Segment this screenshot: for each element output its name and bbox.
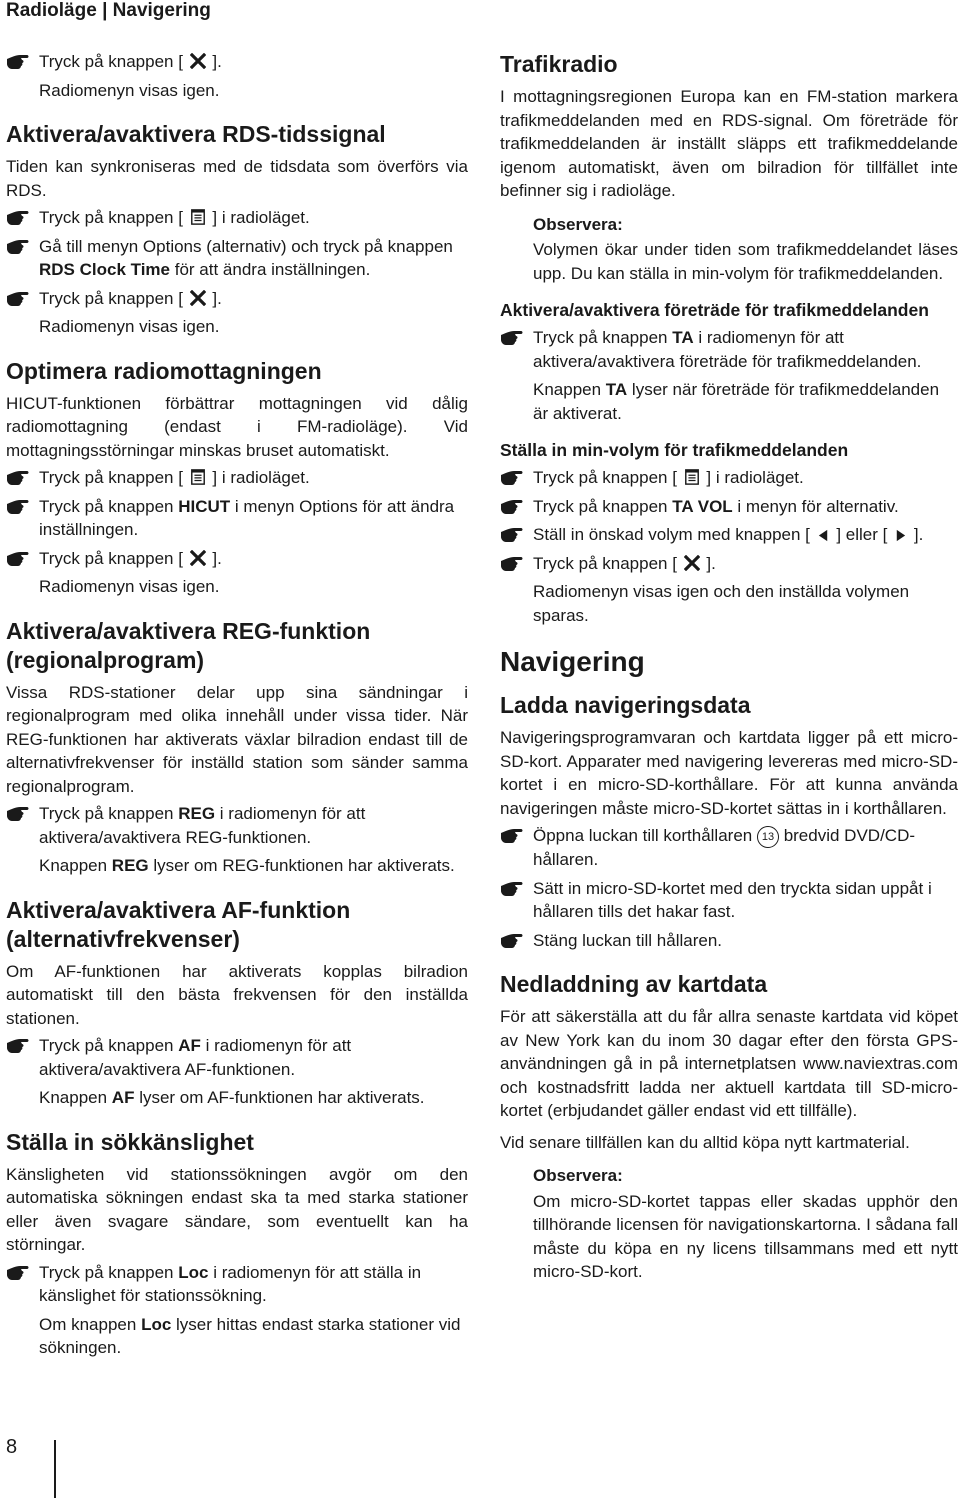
step: Stäng luckan till hållaren. (500, 929, 958, 953)
pointing-hand-icon (6, 288, 30, 308)
button-name: RDS Clock Time (39, 260, 171, 279)
section-title-sensitivity: Ställa in sökkänslighet (6, 1128, 254, 1155)
left-column (6, 48, 468, 1366)
close-icon (190, 290, 206, 306)
pointing-hand-icon (500, 930, 524, 950)
button-name: HICUT (178, 496, 231, 516)
step: Tryck på knappen TA VOL i menyn för alternativ. (500, 495, 958, 519)
section-title-optimize: Optimera radiomottagningen (6, 357, 322, 384)
step-result: Radiomenyn visas igen och den inställda volymen sparas. (533, 582, 910, 625)
step: Tryck på knappen [ ]. (6, 50, 468, 74)
section-title-traffic-radio: Trafikradio (500, 51, 618, 77)
step: Tryck på knappen [ ]. (500, 552, 958, 576)
close-icon (190, 550, 206, 566)
pointing-hand-icon (6, 51, 30, 71)
button-name: Loc (178, 1262, 209, 1282)
note-text: Om micro-SD-kortet tappas eller skadas upphör den tillhörande licensen för navigationskartorna. I sådana fall måste du köpa en ny licens tillsammans med ett nytt micro-SD-kort. (533, 1191, 958, 1281)
step-result: Radiomenyn visas igen. (39, 80, 220, 100)
step-result: Knappen TA lyser när företräde för trafikmeddelanden är aktiverat. (533, 380, 940, 423)
right-arrow-icon (894, 529, 907, 542)
step: Tryck på knappen [ ]. (6, 547, 468, 571)
pointing-hand-icon (6, 803, 30, 823)
pointing-hand-icon (6, 496, 30, 516)
step: Tryck på knappen [ ] i radioläget. (500, 466, 958, 490)
step: Tryck på knappen [ ] i radioläget. (6, 206, 468, 230)
pointing-hand-icon (500, 825, 524, 845)
button-name: TA VOL (672, 496, 733, 516)
pointing-hand-icon (500, 878, 524, 898)
page-number: 8 (6, 1436, 18, 1458)
step: Sätt in micro-SD-kortet med den tryckta sidan uppåt i hållaren tills det hakar fast. (500, 877, 958, 924)
pointing-hand-icon (500, 467, 524, 487)
section-title-ta: Aktivera/avaktivera företräde för trafikmeddelanden (500, 300, 929, 320)
button-name: AF (111, 1088, 135, 1107)
section-body: Vid senare tillfällen kan du alltid köpa nytt kartmaterial. (500, 1132, 910, 1152)
step: Gå till menyn Options (alternativ) och tryck på knappen RDS Clock Time för att ändra inställningen. (6, 235, 468, 282)
step-result: Knappen REG lyser om REG-funktionen har aktiverats. (6, 854, 468, 878)
section-body: Tiden kan synkroniseras med de tidsdata som överförs via RDS. (6, 157, 468, 200)
page-divider (54, 1440, 56, 1498)
pointing-hand-icon (6, 467, 30, 487)
section-title-af: Aktivera/avaktivera AF-funktion (alternativfrekvenser) (6, 896, 351, 952)
section-body: Navigeringsprogramvaran och kartdata ligger på ett micro-SD-kort. Apparater med navigering levereras med micro-SD-kortet i en micro-SD-korthållare. För att kunna använda navigeringen måste micro-SD-kortet sättas in i korthållaren. (500, 728, 958, 818)
menu-icon (190, 209, 206, 225)
section-body: Vissa RDS-stationer delar upp sina sändningar i regionalprogram med olika innehåll under vissa tider. När REG-funktionen har aktiverats växlar bilradion endast till de alternativfrekvenser för inställd station som sänder samma regionalprogram. (6, 682, 468, 796)
pointing-hand-icon (500, 496, 524, 516)
pointing-hand-icon (6, 236, 30, 256)
step: Öppna luckan till korthållaren 13 bredvid DVD/CD-hållaren. (500, 824, 958, 872)
step-result: Knappen AF lyser om AF-funktionen har aktiverats. (6, 1086, 468, 1110)
section-body: För att säkerställa att du får allra senaste kartdata vid köpet av New York kan du inom 30 dagar efter den första GPS-användningen gå in på internetplatsen www.naviextras.com och kostnadsfritt ladda ner aktuell kartdata till SD-micro-kortet (erbjudandet gäller endast vid ett tillfälle). (500, 1007, 958, 1120)
close-icon (684, 555, 700, 571)
section-title-load-nav-data: Ladda navigeringsdata (500, 692, 751, 718)
right-column (500, 48, 958, 1290)
button-name: AF (178, 1036, 201, 1055)
button-name: TA (672, 328, 694, 347)
left-arrow-icon (817, 529, 830, 542)
button-name: TA (605, 380, 628, 399)
step: Tryck på knappen HICUT i menyn Options för att ändra inställningen. (6, 495, 468, 542)
note-label: Observera: (533, 214, 623, 234)
note-label: Observera: (533, 1166, 623, 1185)
step-result: Radiomenyn visas igen. (39, 317, 220, 336)
step-result: Radiomenyn visas igen. (39, 577, 220, 596)
step: Tryck på knappen AF i radiomenyn för att aktivera/avaktivera AF-funktionen. (6, 1034, 468, 1081)
pointing-hand-icon (500, 524, 524, 544)
step: Ställ in önskad volym med knappen [ ] eller [ ]. (500, 523, 958, 547)
close-icon (190, 53, 206, 69)
pointing-hand-icon (6, 1035, 30, 1055)
pointing-hand-icon (6, 1262, 30, 1282)
pointing-hand-icon (6, 207, 30, 227)
section-title-reg: Aktivera/avaktivera REG-funktion (regionalprogram) (6, 617, 371, 673)
step-result: Om knappen Loc lyser hittas endast starka stationer vid sökningen. (39, 1314, 461, 1357)
button-name: REG (178, 804, 216, 823)
step: Tryck på knappen [ ]. (6, 287, 468, 311)
pointing-hand-icon (6, 548, 30, 568)
menu-icon (190, 469, 206, 485)
menu-icon (684, 469, 700, 485)
page-header: Radioläge | Navigering (6, 0, 211, 21)
step: Tryck på knappen TA i radiomenyn för att aktivera/avaktivera företräde för trafikmeddelanden. (500, 326, 958, 373)
section-body: HICUT-funktionen förbättrar mottagningen vid dålig radiomottagning (endast i FM-radioläge). Vid mottagningsstörningar minskas bruset automatiskt. (6, 393, 468, 460)
section-title-rds: Aktivera/avaktivera RDS-tidssignal (6, 121, 386, 147)
section-body: Om AF-funktionen har aktiverats kopplas bilradion automatiskt till den bästa frekvensen för den inställda stationen. (6, 961, 468, 1028)
button-name: REG (111, 856, 149, 875)
pointing-hand-icon (500, 327, 524, 347)
callout-number: 13 (757, 826, 779, 848)
section-title-min-volume: Ställa in min-volym för trafikmeddelanden (500, 440, 849, 460)
note-text: Volymen ökar under tiden som trafikmeddelandet läses upp. Du kan ställa in min-volym för trafikmeddelanden. (533, 240, 958, 283)
chapter-title-navigation: Navigering (500, 646, 645, 677)
step: Tryck på knappen REG i radiomenyn för att aktivera/avaktivera REG-funktionen. (6, 802, 468, 849)
section-body: Känsligheten vid stationssökningen avgör om den automatiska sökningen endast ska ta med starka stationer eller även svagare sändare, som eventuellt kan ha störningar. (6, 1164, 468, 1254)
pointing-hand-icon (500, 553, 524, 573)
section-title-download-maps: Nedladdning av kartdata (500, 971, 768, 997)
section-body: I mottagningsregionen Europa kan en FM-station markera trafikmeddelanden med en RDS-signal. Om företräde för trafikmeddelanden är inställt släpps ett trafikmeddelande igenom automatiskt, även om bilradion för tillfället inte befinner sig i radioläge. (500, 87, 958, 200)
step: Tryck på knappen Loc i radiomenyn för att ställa in känslighet för stationssökning. (6, 1261, 468, 1308)
step: Tryck på knappen [ ] i radioläget. (6, 466, 468, 490)
button-name: Loc (141, 1314, 172, 1334)
